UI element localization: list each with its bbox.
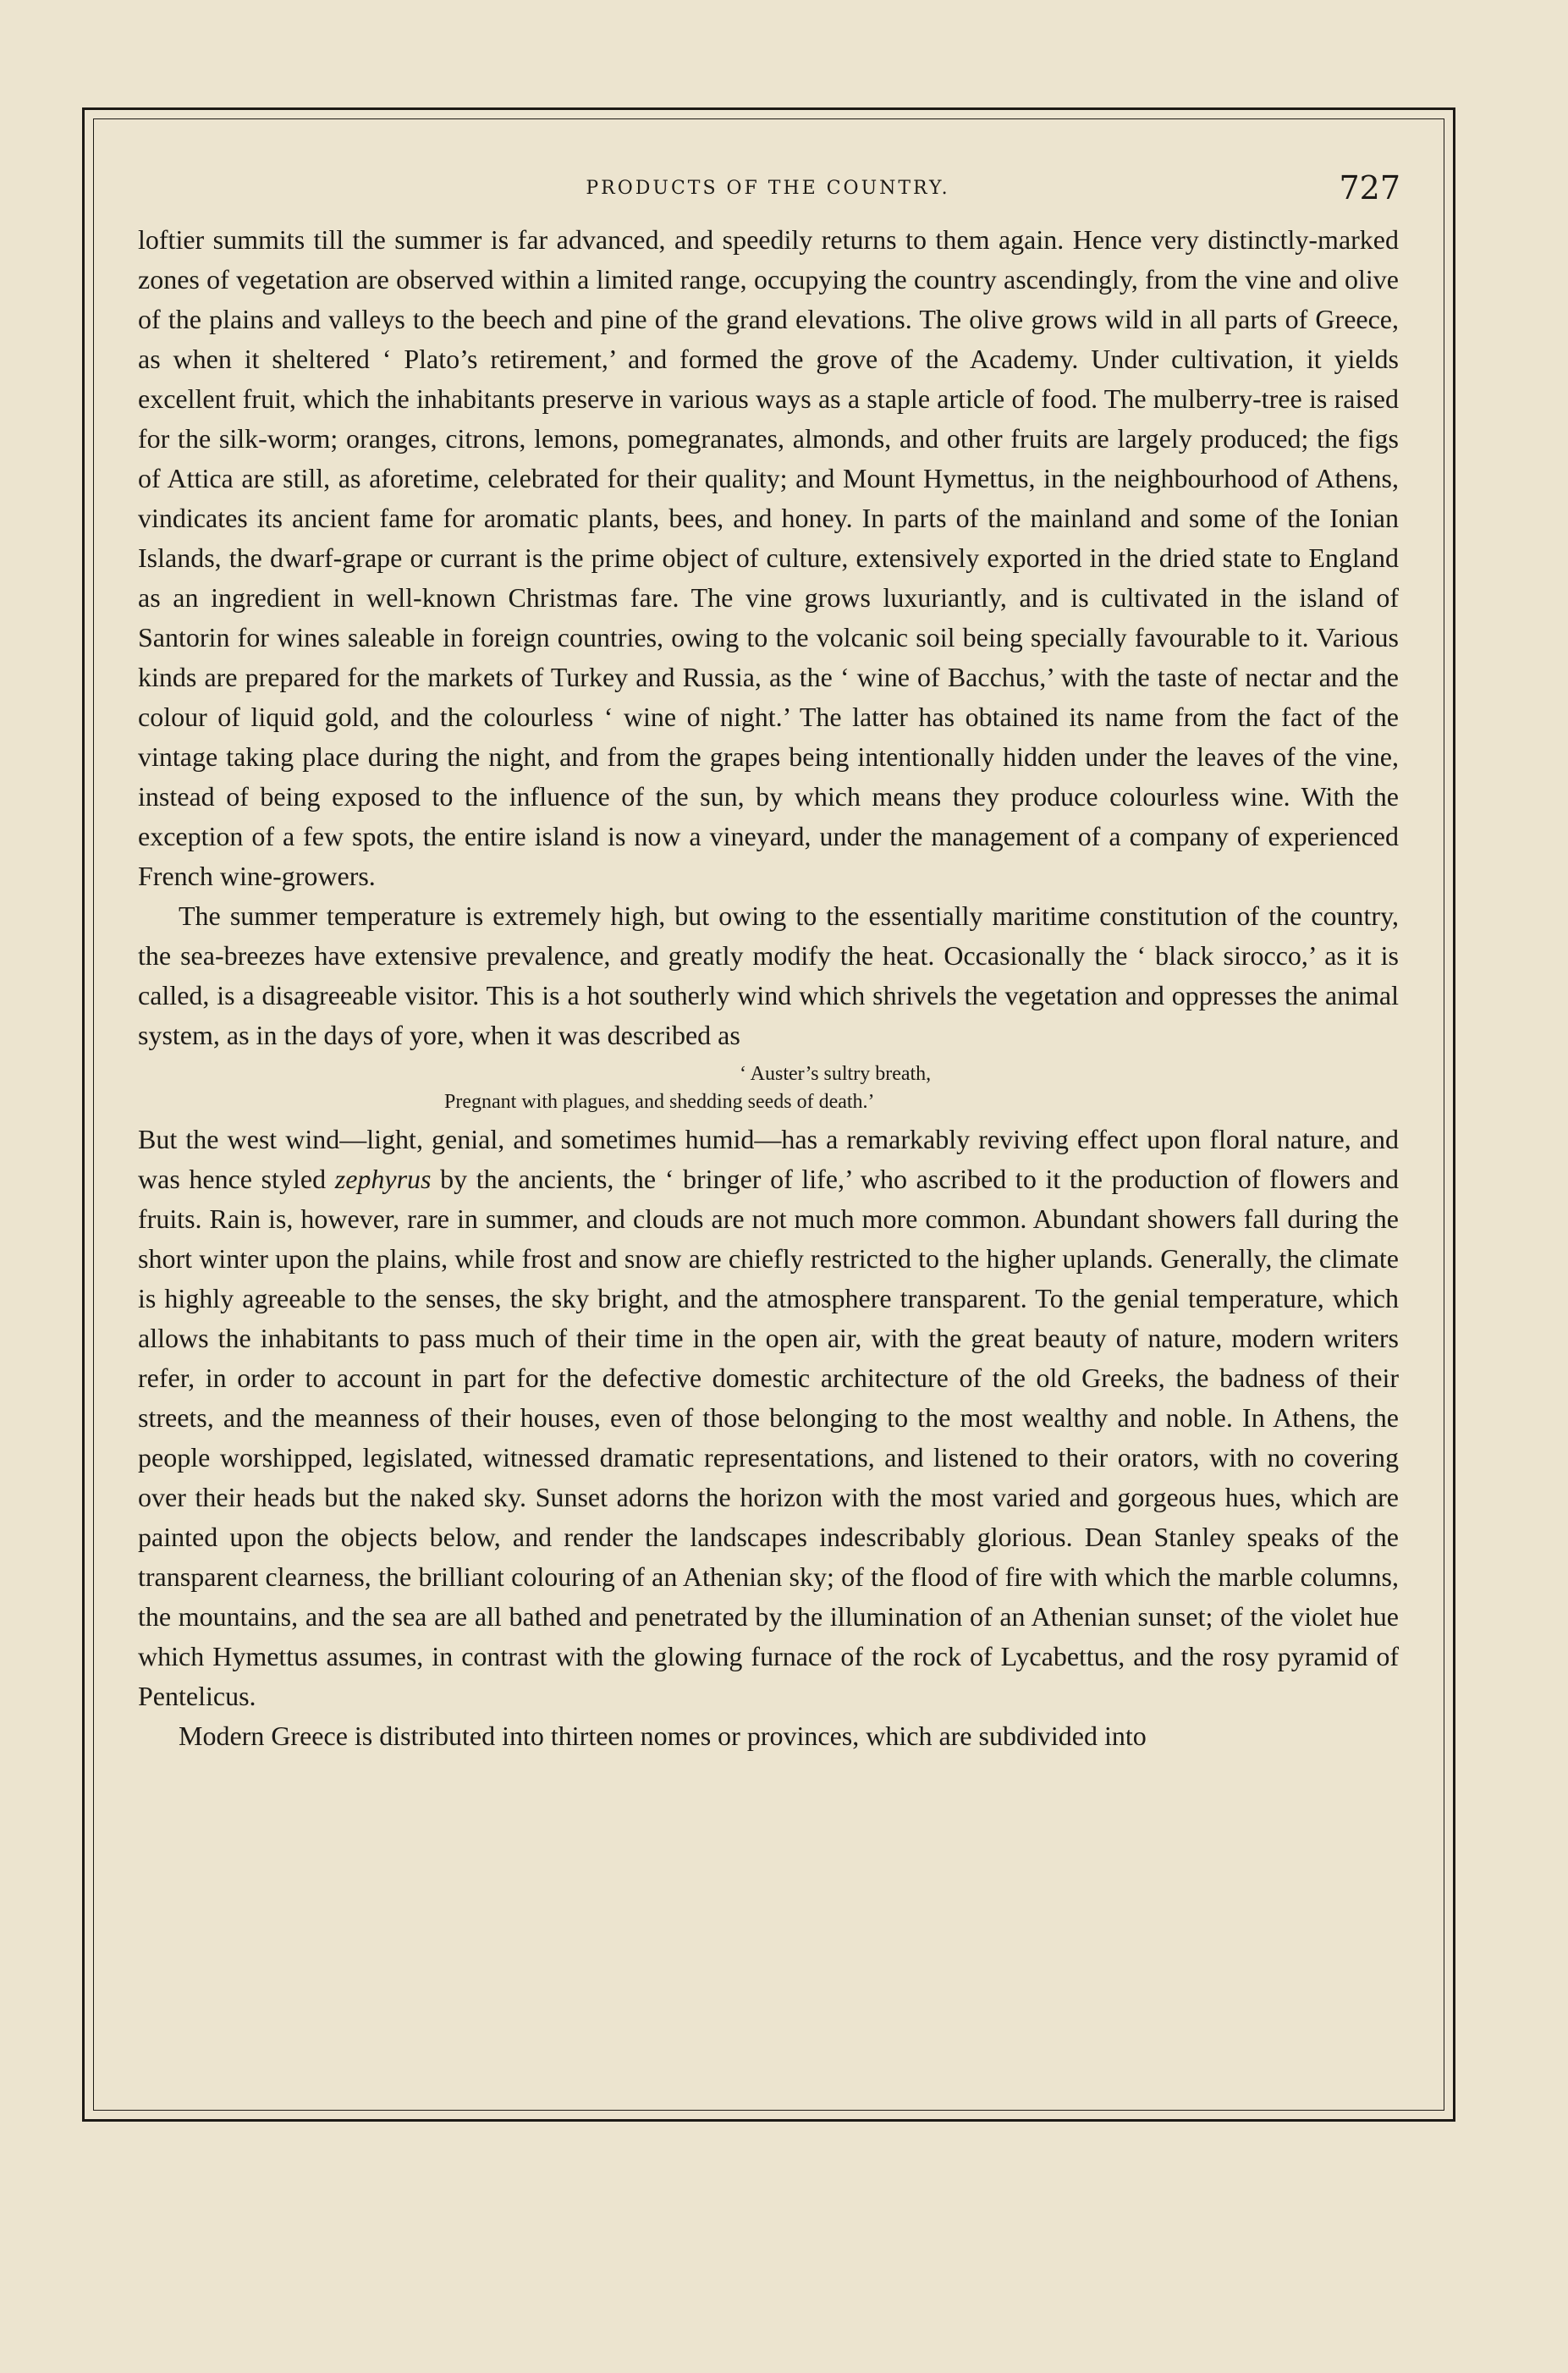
paragraph-3-end: by the ancients, the ‘ bringer of life,’ who ascribed to it the production of flowers and fruits. Rain is, however, rare in summer, and clouds are not much more common. Abundant showers fall during the short winter upon the plains, while frost and snow are chiefly restricted to the higher uplands. Generally, the climate is highly agreeable to the senses, the sky bright, and the atmosphere transparent. To the genial temperature, which allows the inhabitants to pass much of their time in the open air, with the great beauty of nature, modern writers refer, in order to account in part for the defective domestic architecture of the old Greeks, the badness of their streets, and the meanness of their houses, even of those belonging to the most wealthy and noble. In Athens, the people worshipped, legislated, witnessed dramatic representations, and listened to their orators, with no covering over their heads but the naked sky. Sunset adorns the horizon with the most varied and gorgeous hues, which are painted upon the objects below, and render the landscapes indescribably glorious. Dean Stanley speaks of the transparent clearness, the brilliant colouring of an Athenian sky; of the flood of fire with which the marble columns, the mountains, and the sea are all bathed and penetrated by the illumination of an Athenian sunset; of the violet hue which Hymettus assumes, in contrast with the glowing furnace of the rock of Lycabettus, and the rosy pyramid of Pentelicus. [138, 1164, 1400, 1711]
body-text [138, 220, 1399, 1756]
verse-quote [138, 1060, 1399, 1116]
running-head: PRODUCTS OF THE COUNTRY. [586, 178, 950, 199]
paragraph-3-start: But the west wind—light, genial, and sometimes humid—has a remarkably reviving effect upon floral nature, and was hence styled [138, 1124, 1399, 1194]
paragraph-3 [138, 1120, 1399, 1716]
page-number: 727 [1339, 169, 1400, 206]
paragraph-1: loftier summits till the summer is far advanced, and speedily returns to them again. Hence very distinctly-marked zones of vegetation are observed within a limited range, occupying the country ascendingly, from the vine and olive of the plains and valleys to the beech and pine of the grand elevations. The olive grows wild in all parts of Greece, as when it sheltered ‘ Plato’s retirement,’ and formed the grove of the Academy. Under cultivation, it yields excellent fruit, which the inhabitants preserve in various ways as a staple article of food. The mulberry-tree is raised for the silk-worm; oranges, citrons, lemons, pomegranates, almonds, and other fruits are largely produced; the figs of Attica are still, as aforetime, celebrated for their quality; and Mount Hymettus, in the neighbourhood of Athens, vindicates its ancient fame for aromatic plants, bees, and honey. In parts of the mainland and some of the Ionian Islands, the dwarf-grape or currant is the prime object of culture, extensively exported in the dried state to England as an ingredient in well-known Christmas fare. The vine grows luxuriantly, and is cultivated in the island of Santorin for wines saleable in foreign countries, owing to the volcanic soil being specially favourable to it. Various kinds are prepared for the markets of Turkey and Russia, as the ‘ wine of Bacchus,’ with the taste of nectar and the colour of liquid gold, and the colourless ‘ wine of night.’ The latter has obtained its name from the fact of the vintage taking place during the night, and from the grapes being intentionally hidden under the leaves of the vine, instead of being exposed to the influence of the sun, by which means they produce colourless wine. With the exception of a few spots, the entire island is now a vineyard, under the management of a company of experienced French wine-growers. [138, 224, 1399, 891]
page-header [135, 169, 1400, 212]
paragraph-4: Modern Greece is distributed into thirteen nomes or provinces, which are subdivided into [179, 1721, 1147, 1751]
paragraph-2: The summer temperature is extremely high, but owing to the essentially maritime constitution of the country, the sea-breezes have extensive prevalence, and greatly modify the heat. Occasionally the ‘ black sirocco,’ as it is called, is a disagreeable visitor. This is a hot southerly wind which shrivels the vegetation and oppresses the animal system, as in the days of yore, when it was described as [138, 900, 1399, 1050]
italic-word-zephyrus: zephyrus [334, 1164, 432, 1194]
verse-line-1: ‘ Auster’s sultry breath, [740, 1063, 932, 1085]
verse-line-2: Pregnant with plagues, and shedding seeds of death.’ [444, 1091, 875, 1113]
